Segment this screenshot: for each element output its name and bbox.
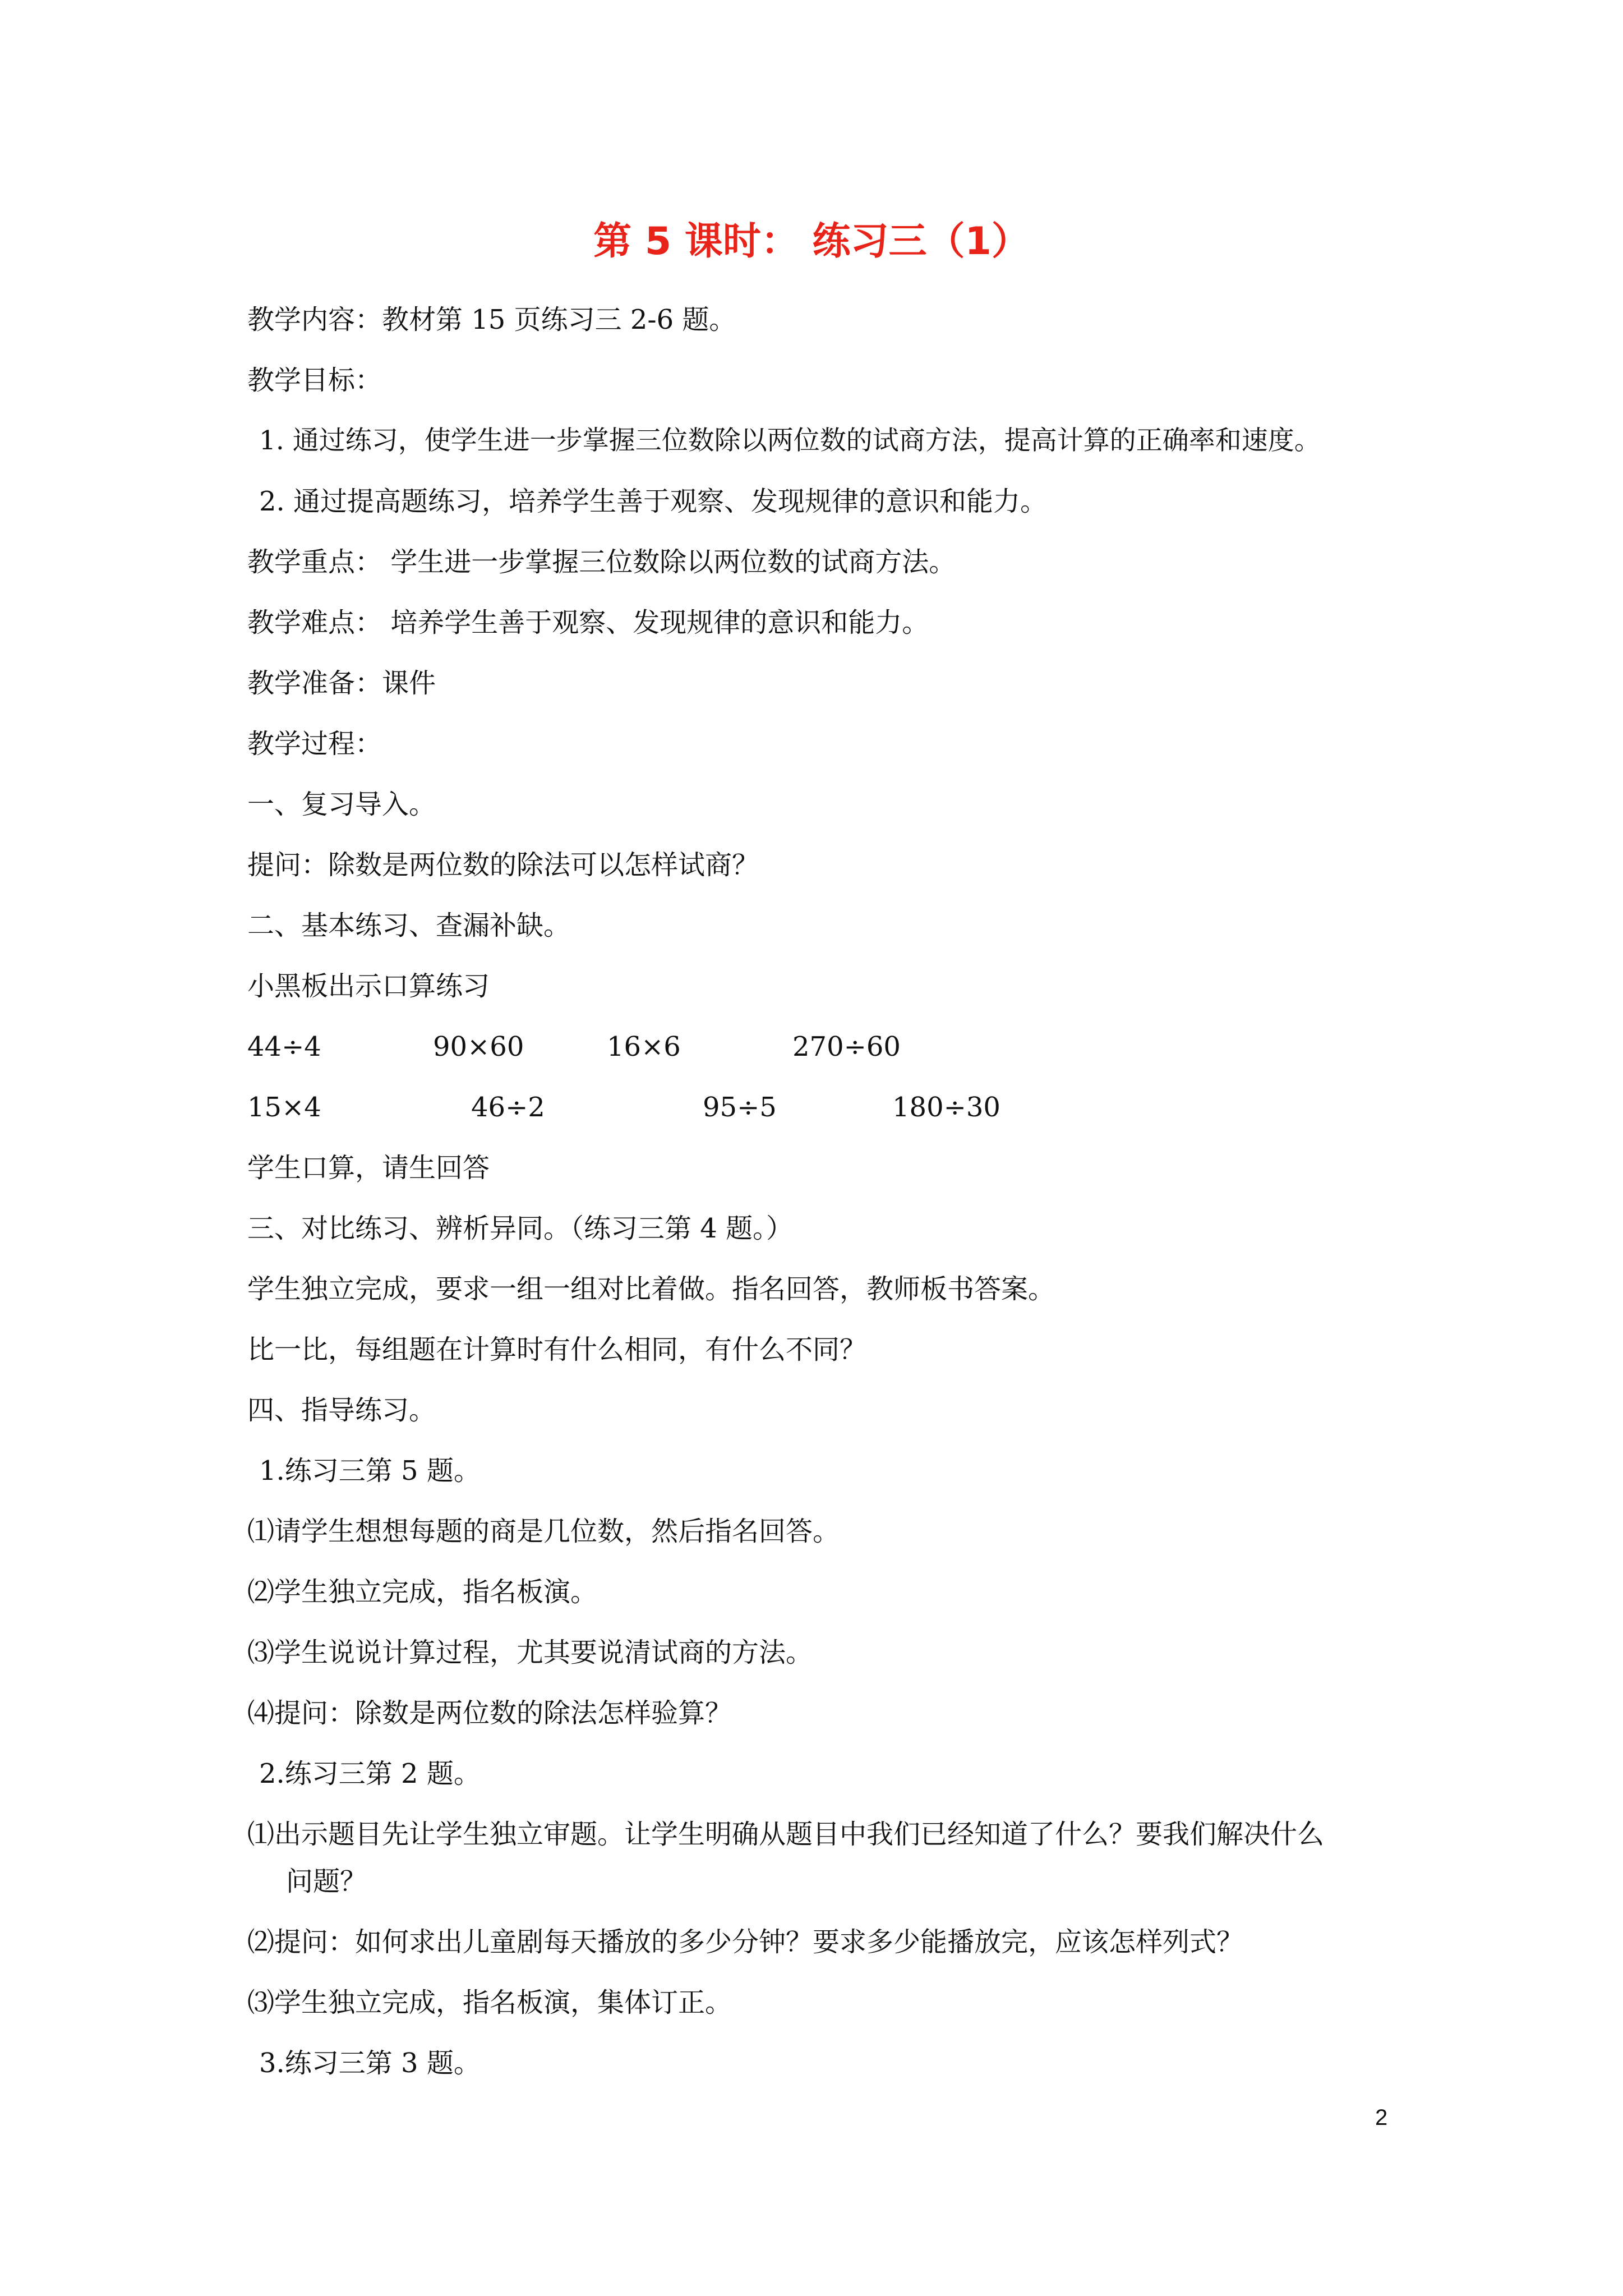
calc-item: 16×6 bbox=[607, 1031, 681, 1062]
objective-1: 1. 通过练习，使学生进一步掌握三位数除以两位数的试商方法，提高计算的正确率和速度。 bbox=[259, 425, 1321, 456]
content-line: 教学内容：教材第 15 页练习三 2-6 题。 bbox=[247, 304, 736, 335]
calc-item: 95÷5 bbox=[703, 1092, 777, 1123]
calc-item: 44÷4 bbox=[247, 1031, 321, 1062]
preparation: 教学准备：课件 bbox=[247, 668, 436, 699]
key-point: 教学重点： 学生进一步掌握三位数除以两位数的试商方法。 bbox=[247, 546, 956, 578]
step-line: ⑴出示题目先让学生独立审题。让学生明确从题目中我们已经知道了什么？要我们解决什么 bbox=[247, 1819, 1325, 1850]
calc-item: 270÷60 bbox=[792, 1031, 901, 1062]
page-title: 第 5 课时： 练习三（1） bbox=[593, 219, 1030, 264]
step-line: ⑶学生独立完成，指名板演，集体订正。 bbox=[247, 1987, 732, 2018]
section-3-heading: 三、对比练习、辨析异同。（练习三第 4 题。） bbox=[247, 1213, 794, 1244]
page-number: 2 bbox=[1375, 2105, 1388, 2130]
exercise-3-heading: 3.练习三第 3 题。 bbox=[259, 2047, 481, 2079]
difficulty: 教学难点： 培养学生善于观察、发现规律的意识和能力。 bbox=[247, 607, 929, 638]
section-4-heading: 四、指导练习。 bbox=[247, 1395, 436, 1426]
step-line: ⑵提问：如何求出儿童剧每天播放的多少分钟？要求多少能播放完，应该怎样列式？ bbox=[247, 1926, 1244, 1958]
calc-item: 46÷2 bbox=[471, 1092, 545, 1123]
calc-item: 180÷30 bbox=[892, 1092, 1000, 1123]
step-line: ⑶学生说说计算过程，尤其要说清试商的方法。 bbox=[247, 1637, 813, 1668]
instruction-line: 学生独立完成，要求一组一组对比着做。指名回答，教师板书答案。 bbox=[247, 1273, 1055, 1305]
blackboard-line: 小黑板出示口算练习 bbox=[247, 970, 490, 1002]
section-1-heading: 一、复习导入。 bbox=[247, 789, 436, 820]
exercise-2-heading: 2.练习三第 2 题。 bbox=[259, 1758, 481, 1789]
objective-2: 2. 通过提高题练习，培养学生善于观察、发现规律的意识和能力。 bbox=[259, 486, 1048, 517]
step-line: ⑵学生独立完成，指名板演。 bbox=[247, 1576, 598, 1608]
exercise-5-heading: 1.练习三第 5 题。 bbox=[259, 1455, 481, 1487]
step-line: ⑷提问：除数是两位数的除法怎样验算？ bbox=[247, 1697, 732, 1729]
compare-line: 比一比，每组题在计算时有什么相同，有什么不同？ bbox=[247, 1334, 867, 1365]
step-line-continued: 问题？ bbox=[286, 1866, 367, 1897]
calc-item: 15×4 bbox=[247, 1092, 321, 1123]
section-2-heading: 二、基本练习、查漏补缺。 bbox=[247, 910, 571, 941]
step-line: ⑴请学生想想每题的商是几位数，然后指名回答。 bbox=[247, 1516, 840, 1547]
oral-answer-line: 学生口算，请生回答 bbox=[247, 1152, 490, 1184]
process-heading: 教学过程： bbox=[247, 728, 382, 760]
objectives-heading: 教学目标： bbox=[247, 365, 382, 396]
question-line: 提问：除数是两位数的除法可以怎样试商？ bbox=[247, 849, 759, 881]
calc-item: 90×60 bbox=[433, 1031, 524, 1062]
